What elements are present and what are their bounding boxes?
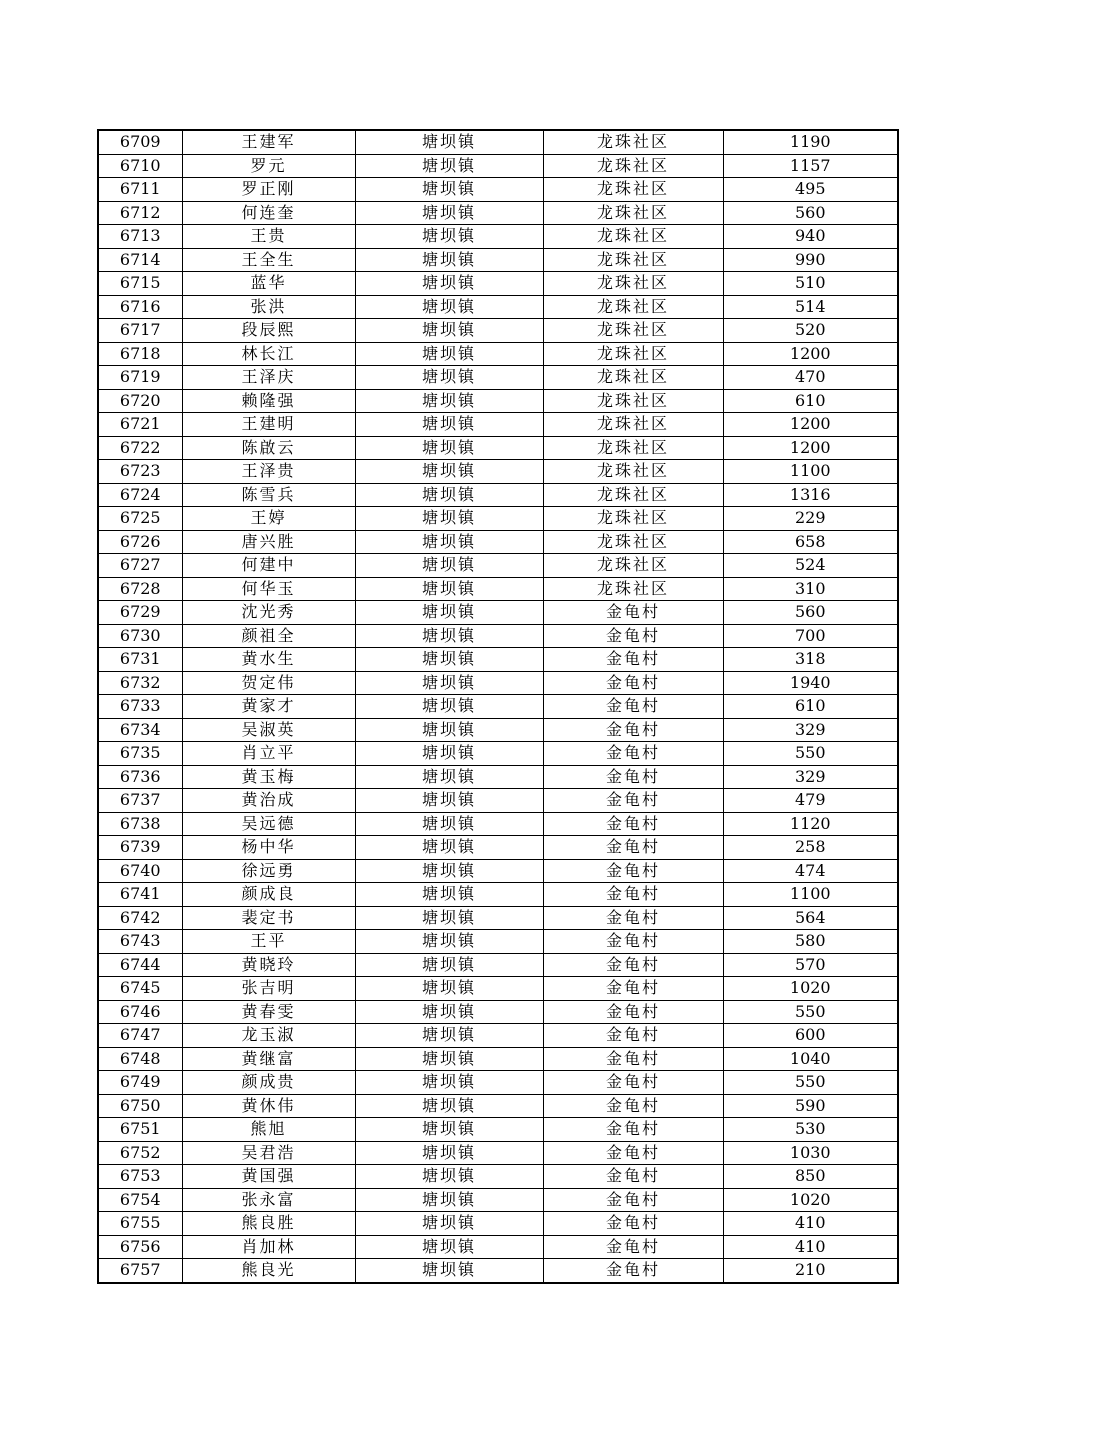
row-number-cell: 6724 — [98, 483, 182, 507]
village-cell: 金龟村 — [543, 1071, 723, 1095]
village-cell: 龙珠社区 — [543, 530, 723, 554]
row-number-cell: 6750 — [98, 1094, 182, 1118]
amount-cell: 1120 — [723, 812, 898, 836]
town-cell: 塘坝镇 — [355, 789, 543, 813]
amount-cell: 1020 — [723, 1188, 898, 1212]
table-row — [98, 342, 898, 366]
amount-cell: 1940 — [723, 671, 898, 695]
row-number-cell: 6709 — [98, 130, 182, 154]
village-cell: 金龟村 — [543, 1141, 723, 1165]
village-cell: 龙珠社区 — [543, 225, 723, 249]
name-cell: 吴君浩 — [182, 1141, 355, 1165]
name-cell: 肖加林 — [182, 1235, 355, 1259]
village-cell: 金龟村 — [543, 648, 723, 672]
table-row — [98, 1047, 898, 1071]
amount-cell: 318 — [723, 648, 898, 672]
amount-cell: 564 — [723, 906, 898, 930]
village-cell: 龙珠社区 — [543, 319, 723, 343]
amount-cell: 610 — [723, 695, 898, 719]
village-cell: 金龟村 — [543, 1118, 723, 1142]
amount-cell: 410 — [723, 1235, 898, 1259]
row-number-cell: 6733 — [98, 695, 182, 719]
table-row — [98, 789, 898, 813]
row-number-cell: 6712 — [98, 201, 182, 225]
table-row — [98, 366, 898, 390]
table-row — [98, 1141, 898, 1165]
table-row — [98, 718, 898, 742]
name-cell: 颜成贵 — [182, 1071, 355, 1095]
row-number-cell: 6732 — [98, 671, 182, 695]
name-cell: 黄春雯 — [182, 1000, 355, 1024]
row-number-cell: 6714 — [98, 248, 182, 272]
town-cell: 塘坝镇 — [355, 248, 543, 272]
amount-cell: 479 — [723, 789, 898, 813]
town-cell: 塘坝镇 — [355, 178, 543, 202]
name-cell: 黄晓玲 — [182, 953, 355, 977]
amount-cell: 700 — [723, 624, 898, 648]
table-row — [98, 201, 898, 225]
town-cell: 塘坝镇 — [355, 1094, 543, 1118]
name-cell: 何建中 — [182, 554, 355, 578]
amount-cell: 329 — [723, 765, 898, 789]
town-cell: 塘坝镇 — [355, 483, 543, 507]
amount-cell: 229 — [723, 507, 898, 531]
name-cell: 段辰熙 — [182, 319, 355, 343]
row-number-cell: 6746 — [98, 1000, 182, 1024]
name-cell: 杨中华 — [182, 836, 355, 860]
name-cell: 张吉明 — [182, 977, 355, 1001]
row-number-cell: 6753 — [98, 1165, 182, 1189]
town-cell: 塘坝镇 — [355, 554, 543, 578]
row-number-cell: 6742 — [98, 906, 182, 930]
table-row — [98, 1235, 898, 1259]
amount-cell: 990 — [723, 248, 898, 272]
town-cell: 塘坝镇 — [355, 1118, 543, 1142]
village-cell: 龙珠社区 — [543, 248, 723, 272]
amount-cell: 1200 — [723, 436, 898, 460]
town-cell: 塘坝镇 — [355, 295, 543, 319]
table-row — [98, 1000, 898, 1024]
row-number-cell: 6735 — [98, 742, 182, 766]
table-row — [98, 812, 898, 836]
village-cell: 金龟村 — [543, 1165, 723, 1189]
town-cell: 塘坝镇 — [355, 718, 543, 742]
amount-cell: 329 — [723, 718, 898, 742]
name-cell: 王泽贵 — [182, 460, 355, 484]
row-number-cell: 6740 — [98, 859, 182, 883]
table-row — [98, 742, 898, 766]
row-number-cell: 6731 — [98, 648, 182, 672]
name-cell: 陈雪兵 — [182, 483, 355, 507]
village-cell: 龙珠社区 — [543, 130, 723, 154]
name-cell: 何连奎 — [182, 201, 355, 225]
row-number-cell: 6754 — [98, 1188, 182, 1212]
town-cell: 塘坝镇 — [355, 624, 543, 648]
village-cell: 龙珠社区 — [543, 178, 723, 202]
town-cell: 塘坝镇 — [355, 577, 543, 601]
table-row — [98, 130, 898, 154]
row-number-cell: 6713 — [98, 225, 182, 249]
town-cell: 塘坝镇 — [355, 1212, 543, 1236]
row-number-cell: 6722 — [98, 436, 182, 460]
town-cell: 塘坝镇 — [355, 342, 543, 366]
town-cell: 塘坝镇 — [355, 1165, 543, 1189]
amount-cell: 850 — [723, 1165, 898, 1189]
village-cell: 龙珠社区 — [543, 389, 723, 413]
amount-cell: 940 — [723, 225, 898, 249]
town-cell: 塘坝镇 — [355, 436, 543, 460]
table-row — [98, 930, 898, 954]
row-number-cell: 6730 — [98, 624, 182, 648]
name-cell: 吴远德 — [182, 812, 355, 836]
table-row — [98, 601, 898, 625]
data-table — [97, 129, 899, 1284]
village-cell: 金龟村 — [543, 1188, 723, 1212]
town-cell: 塘坝镇 — [355, 154, 543, 178]
name-cell: 王建明 — [182, 413, 355, 437]
amount-cell: 550 — [723, 1071, 898, 1095]
town-cell: 塘坝镇 — [355, 765, 543, 789]
row-number-cell: 6749 — [98, 1071, 182, 1095]
name-cell: 裴定书 — [182, 906, 355, 930]
row-number-cell: 6744 — [98, 953, 182, 977]
amount-cell: 474 — [723, 859, 898, 883]
name-cell: 张永富 — [182, 1188, 355, 1212]
town-cell: 塘坝镇 — [355, 1259, 543, 1283]
town-cell: 塘坝镇 — [355, 953, 543, 977]
row-number-cell: 6719 — [98, 366, 182, 390]
village-cell: 金龟村 — [543, 695, 723, 719]
table-row — [98, 389, 898, 413]
table-row — [98, 671, 898, 695]
amount-cell: 550 — [723, 742, 898, 766]
amount-cell: 1200 — [723, 413, 898, 437]
town-cell: 塘坝镇 — [355, 460, 543, 484]
village-cell: 龙珠社区 — [543, 272, 723, 296]
town-cell: 塘坝镇 — [355, 413, 543, 437]
table-row — [98, 977, 898, 1001]
name-cell: 何华玉 — [182, 577, 355, 601]
row-number-cell: 6752 — [98, 1141, 182, 1165]
amount-cell: 530 — [723, 1118, 898, 1142]
town-cell: 塘坝镇 — [355, 601, 543, 625]
town-cell: 塘坝镇 — [355, 836, 543, 860]
village-cell: 龙珠社区 — [543, 460, 723, 484]
amount-cell: 310 — [723, 577, 898, 601]
table-body — [98, 130, 898, 1283]
row-number-cell: 6720 — [98, 389, 182, 413]
name-cell: 贺定伟 — [182, 671, 355, 695]
row-number-cell: 6728 — [98, 577, 182, 601]
row-number-cell: 6711 — [98, 178, 182, 202]
name-cell: 沈光秀 — [182, 601, 355, 625]
table-row — [98, 507, 898, 531]
table-row — [98, 1024, 898, 1048]
amount-cell: 550 — [723, 1000, 898, 1024]
row-number-cell: 6738 — [98, 812, 182, 836]
village-cell: 龙珠社区 — [543, 577, 723, 601]
row-number-cell: 6736 — [98, 765, 182, 789]
amount-cell: 210 — [723, 1259, 898, 1283]
village-cell: 龙珠社区 — [543, 342, 723, 366]
row-number-cell: 6718 — [98, 342, 182, 366]
village-cell: 金龟村 — [543, 742, 723, 766]
table-row — [98, 1165, 898, 1189]
name-cell: 吴淑英 — [182, 718, 355, 742]
village-cell: 龙珠社区 — [543, 507, 723, 531]
table-row — [98, 460, 898, 484]
village-cell: 金龟村 — [543, 718, 723, 742]
amount-cell: 1020 — [723, 977, 898, 1001]
row-number-cell: 6727 — [98, 554, 182, 578]
village-cell: 金龟村 — [543, 1047, 723, 1071]
town-cell: 塘坝镇 — [355, 1235, 543, 1259]
table-row — [98, 248, 898, 272]
table-row — [98, 1094, 898, 1118]
table-row — [98, 530, 898, 554]
table-row — [98, 272, 898, 296]
name-cell: 王泽庆 — [182, 366, 355, 390]
amount-cell: 410 — [723, 1212, 898, 1236]
village-cell: 金龟村 — [543, 906, 723, 930]
row-number-cell: 6757 — [98, 1259, 182, 1283]
table-row — [98, 178, 898, 202]
amount-cell: 570 — [723, 953, 898, 977]
table-row — [98, 765, 898, 789]
village-cell: 金龟村 — [543, 1094, 723, 1118]
name-cell: 黄休伟 — [182, 1094, 355, 1118]
village-cell: 金龟村 — [543, 789, 723, 813]
row-number-cell: 6729 — [98, 601, 182, 625]
name-cell: 颜祖全 — [182, 624, 355, 648]
table-row — [98, 577, 898, 601]
village-cell: 金龟村 — [543, 977, 723, 1001]
table-row — [98, 1259, 898, 1283]
table-row — [98, 1188, 898, 1212]
village-cell: 龙珠社区 — [543, 483, 723, 507]
name-cell: 龙玉淑 — [182, 1024, 355, 1048]
amount-cell: 1040 — [723, 1047, 898, 1071]
name-cell: 熊良光 — [182, 1259, 355, 1283]
row-number-cell: 6756 — [98, 1235, 182, 1259]
amount-cell: 258 — [723, 836, 898, 860]
name-cell: 王全生 — [182, 248, 355, 272]
village-cell: 金龟村 — [543, 812, 723, 836]
table-row — [98, 483, 898, 507]
row-number-cell: 6747 — [98, 1024, 182, 1048]
name-cell: 颜成良 — [182, 883, 355, 907]
village-cell: 金龟村 — [543, 1000, 723, 1024]
village-cell: 龙珠社区 — [543, 413, 723, 437]
name-cell: 王平 — [182, 930, 355, 954]
row-number-cell: 6745 — [98, 977, 182, 1001]
amount-cell: 610 — [723, 389, 898, 413]
table-row — [98, 319, 898, 343]
village-cell: 金龟村 — [543, 836, 723, 860]
table-row — [98, 1071, 898, 1095]
village-cell: 龙珠社区 — [543, 154, 723, 178]
amount-cell: 1190 — [723, 130, 898, 154]
village-cell: 金龟村 — [543, 953, 723, 977]
town-cell: 塘坝镇 — [355, 812, 543, 836]
name-cell: 赖隆强 — [182, 389, 355, 413]
village-cell: 金龟村 — [543, 1259, 723, 1283]
amount-cell: 524 — [723, 554, 898, 578]
town-cell: 塘坝镇 — [355, 1047, 543, 1071]
table-row — [98, 225, 898, 249]
amount-cell: 510 — [723, 272, 898, 296]
row-number-cell: 6755 — [98, 1212, 182, 1236]
name-cell: 陈啟云 — [182, 436, 355, 460]
town-cell: 塘坝镇 — [355, 671, 543, 695]
town-cell: 塘坝镇 — [355, 883, 543, 907]
amount-cell: 520 — [723, 319, 898, 343]
name-cell: 王贵 — [182, 225, 355, 249]
table-row — [98, 883, 898, 907]
town-cell: 塘坝镇 — [355, 130, 543, 154]
name-cell: 熊旭 — [182, 1118, 355, 1142]
row-number-cell: 6723 — [98, 460, 182, 484]
town-cell: 塘坝镇 — [355, 1000, 543, 1024]
table-row — [98, 906, 898, 930]
name-cell: 林长江 — [182, 342, 355, 366]
table-row — [98, 154, 898, 178]
town-cell: 塘坝镇 — [355, 695, 543, 719]
table-row — [98, 554, 898, 578]
amount-cell: 1100 — [723, 460, 898, 484]
village-cell: 龙珠社区 — [543, 554, 723, 578]
village-cell: 金龟村 — [543, 930, 723, 954]
village-cell: 金龟村 — [543, 765, 723, 789]
row-number-cell: 6716 — [98, 295, 182, 319]
name-cell: 黄家才 — [182, 695, 355, 719]
town-cell: 塘坝镇 — [355, 859, 543, 883]
town-cell: 塘坝镇 — [355, 272, 543, 296]
village-cell: 金龟村 — [543, 883, 723, 907]
town-cell: 塘坝镇 — [355, 201, 543, 225]
name-cell: 唐兴胜 — [182, 530, 355, 554]
amount-cell: 1316 — [723, 483, 898, 507]
table-row — [98, 695, 898, 719]
name-cell: 黄玉梅 — [182, 765, 355, 789]
name-cell: 肖立平 — [182, 742, 355, 766]
village-cell: 金龟村 — [543, 624, 723, 648]
amount-cell: 470 — [723, 366, 898, 390]
town-cell: 塘坝镇 — [355, 1024, 543, 1048]
name-cell: 王婷 — [182, 507, 355, 531]
amount-cell: 514 — [723, 295, 898, 319]
village-cell: 金龟村 — [543, 671, 723, 695]
table-row — [98, 953, 898, 977]
row-number-cell: 6739 — [98, 836, 182, 860]
amount-cell: 1200 — [723, 342, 898, 366]
table-row — [98, 413, 898, 437]
village-cell: 龙珠社区 — [543, 295, 723, 319]
name-cell: 熊良胜 — [182, 1212, 355, 1236]
name-cell: 黄继富 — [182, 1047, 355, 1071]
town-cell: 塘坝镇 — [355, 530, 543, 554]
village-cell: 龙珠社区 — [543, 436, 723, 460]
row-number-cell: 6710 — [98, 154, 182, 178]
village-cell: 金龟村 — [543, 1212, 723, 1236]
amount-cell: 1157 — [723, 154, 898, 178]
town-cell: 塘坝镇 — [355, 507, 543, 531]
name-cell: 蓝华 — [182, 272, 355, 296]
town-cell: 塘坝镇 — [355, 648, 543, 672]
amount-cell: 590 — [723, 1094, 898, 1118]
amount-cell: 658 — [723, 530, 898, 554]
row-number-cell: 6748 — [98, 1047, 182, 1071]
table-row — [98, 648, 898, 672]
village-cell: 金龟村 — [543, 1235, 723, 1259]
row-number-cell: 6726 — [98, 530, 182, 554]
village-cell: 龙珠社区 — [543, 366, 723, 390]
town-cell: 塘坝镇 — [355, 1188, 543, 1212]
name-cell: 黄水生 — [182, 648, 355, 672]
amount-cell: 600 — [723, 1024, 898, 1048]
name-cell: 罗元 — [182, 154, 355, 178]
row-number-cell: 6743 — [98, 930, 182, 954]
town-cell: 塘坝镇 — [355, 319, 543, 343]
row-number-cell: 6741 — [98, 883, 182, 907]
name-cell: 张洪 — [182, 295, 355, 319]
row-number-cell: 6737 — [98, 789, 182, 813]
row-number-cell: 6715 — [98, 272, 182, 296]
amount-cell: 495 — [723, 178, 898, 202]
town-cell: 塘坝镇 — [355, 389, 543, 413]
row-number-cell: 6725 — [98, 507, 182, 531]
amount-cell: 580 — [723, 930, 898, 954]
row-number-cell: 6721 — [98, 413, 182, 437]
town-cell: 塘坝镇 — [355, 225, 543, 249]
village-cell: 金龟村 — [543, 1024, 723, 1048]
village-cell: 金龟村 — [543, 859, 723, 883]
table-row — [98, 1118, 898, 1142]
town-cell: 塘坝镇 — [355, 366, 543, 390]
town-cell: 塘坝镇 — [355, 1141, 543, 1165]
amount-cell: 560 — [723, 201, 898, 225]
table-row — [98, 859, 898, 883]
town-cell: 塘坝镇 — [355, 906, 543, 930]
village-cell: 金龟村 — [543, 601, 723, 625]
amount-cell: 560 — [723, 601, 898, 625]
amount-cell: 1030 — [723, 1141, 898, 1165]
table-row — [98, 624, 898, 648]
row-number-cell: 6751 — [98, 1118, 182, 1142]
name-cell: 黄治成 — [182, 789, 355, 813]
name-cell: 罗正刚 — [182, 178, 355, 202]
table-row — [98, 836, 898, 860]
row-number-cell: 6734 — [98, 718, 182, 742]
row-number-cell: 6717 — [98, 319, 182, 343]
table-row — [98, 436, 898, 460]
town-cell: 塘坝镇 — [355, 977, 543, 1001]
amount-cell: 1100 — [723, 883, 898, 907]
name-cell: 王建军 — [182, 130, 355, 154]
town-cell: 塘坝镇 — [355, 1071, 543, 1095]
town-cell: 塘坝镇 — [355, 742, 543, 766]
name-cell: 黄国强 — [182, 1165, 355, 1189]
village-cell: 龙珠社区 — [543, 201, 723, 225]
table-row — [98, 1212, 898, 1236]
name-cell: 徐远勇 — [182, 859, 355, 883]
table-row — [98, 295, 898, 319]
town-cell: 塘坝镇 — [355, 930, 543, 954]
